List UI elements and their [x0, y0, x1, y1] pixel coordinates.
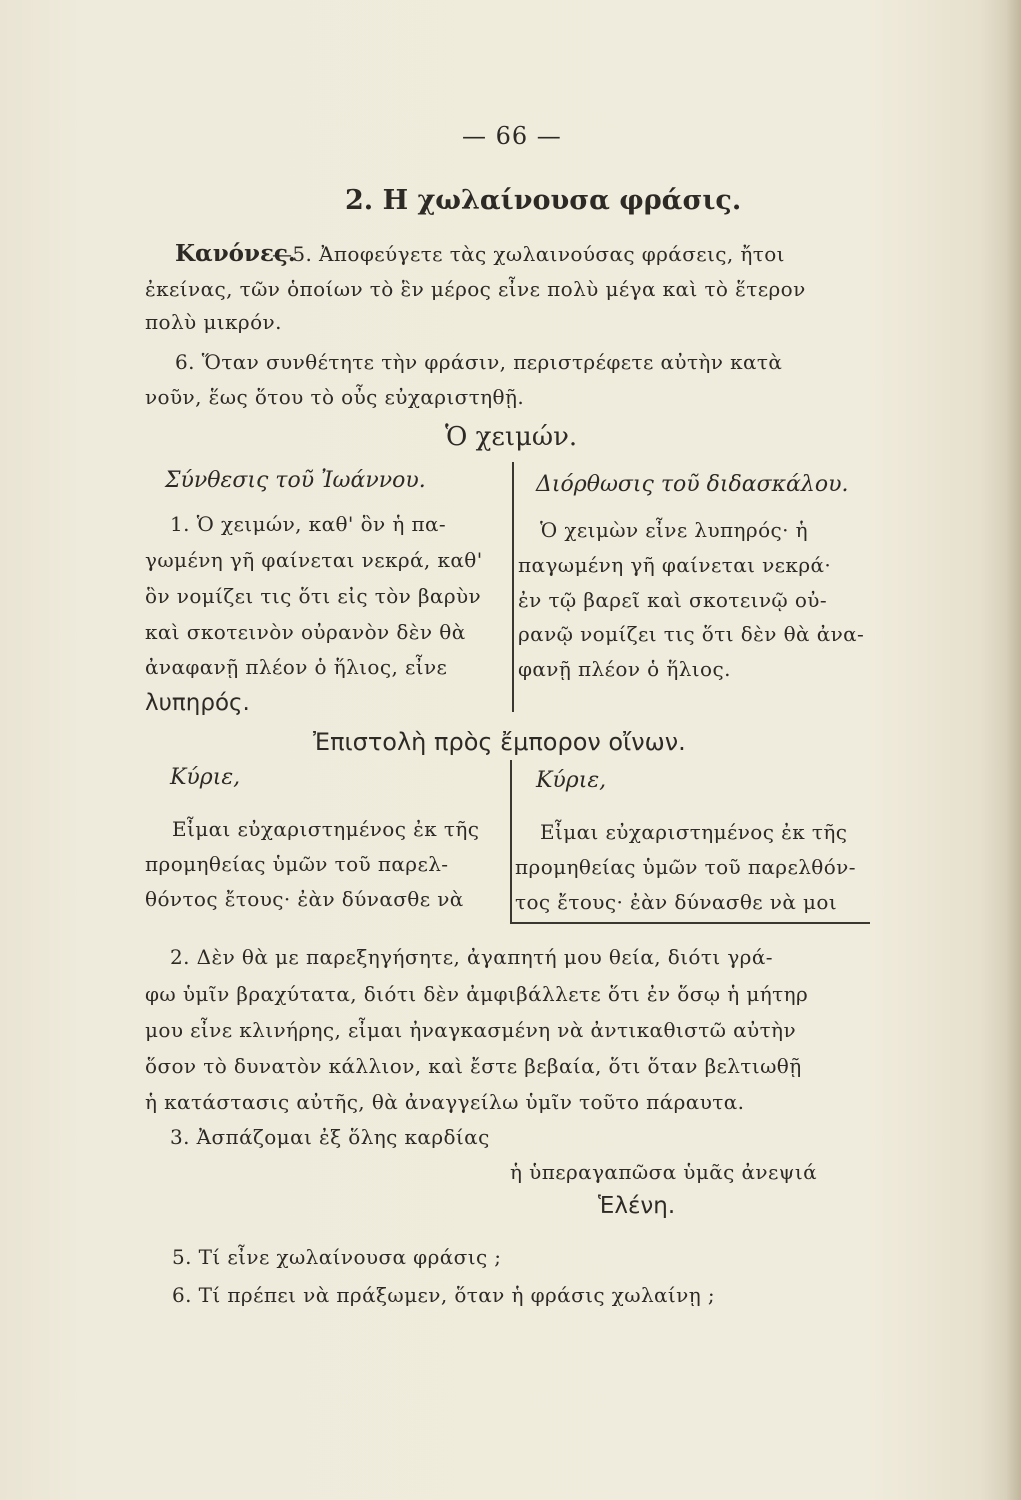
- letter-signature: Ἑλένη.: [598, 1193, 676, 1219]
- rule-5-line-2: ἐκείνας, τῶν ὁποίων τὸ ἓν μέρος εἶνε πολὺ μέγα καὶ τὸ ἕτερον: [145, 277, 806, 301]
- example-2-left-line: θόντος ἔτους· ἐὰν δύνασθε νὰ: [145, 887, 464, 911]
- page-edge: [1007, 0, 1021, 1500]
- column-divider-2: [510, 760, 512, 922]
- question-5: 5. Τί εἶνε χωλαίνουσα φράσις ;: [172, 1245, 502, 1269]
- example-2-right-line: προμηθείας ὑμῶν τοῦ παρελθόν-: [515, 855, 856, 879]
- example-2-right-salutation: Κύριε,: [536, 768, 607, 793]
- example-1-right-line: Ὁ χειμὼν εἶνε λυπηρός· ἡ: [540, 518, 809, 542]
- example-1-title: Ὁ χειμών.: [445, 422, 578, 452]
- example-2-left-line: Εἶμαι εὐχαριστημένος ἐκ τῆς: [172, 817, 480, 841]
- example-2-left-line: προμηθείας ὑμῶν τοῦ παρελ-: [145, 852, 449, 876]
- example-1-right-heading: Διόρθωσις τοῦ διδασκάλου.: [536, 472, 849, 497]
- example-2-right-line: Εἶμαι εὐχαριστημένος ἐκ τῆς: [540, 820, 848, 844]
- example-1-left-line: γωμένη γῆ φαίνεται νεκρά, καθ': [145, 548, 483, 572]
- example-1-right-line: παγωμένη γῆ φαίνεται νεκρά·: [518, 553, 832, 577]
- column-divider-1: [512, 462, 514, 712]
- paragraph-2-line: ὅσον τὸ δυνατὸν κάλλιον, καὶ ἔστε βεβαία, ὅτι ὅταν βελτιωθῇ: [145, 1054, 802, 1078]
- rule-6-line-1: 6. Ὅταν συνθέτητε τὴν φράσιν, περιστρέφετε αὐτὴν κατὰ: [175, 350, 783, 374]
- example-1-left-line: καὶ σκοτεινὸν οὐρανὸν δὲν θὰ: [145, 620, 466, 644]
- paragraph-3: 3. Ἀσπάζομαι ἐξ ὅλης καρδίας: [170, 1125, 490, 1149]
- example-2-right-line: τος ἔτους· ἐὰν δύνασθε νὰ μοι: [515, 890, 838, 914]
- question-6: 6. Τί πρέπει νὰ πράξωμεν, ὅταν ἡ φράσις χωλαίνῃ ;: [172, 1283, 716, 1307]
- paragraph-2-line: μου εἶνε κλινήρης, εἶμαι ἠναγκασμένη νὰ ἀντικαθιστῶ αὐτὴν: [145, 1018, 797, 1042]
- rule-5-line-1: —5. Ἀποφεύγετε τὰς χωλαινούσας φράσεις, ἤτοι: [272, 242, 785, 266]
- paragraph-2-line: 2. Δὲν θὰ με παρεξηγήσητε, ἀγαπητή μου θεία, διότι γρά-: [170, 945, 773, 969]
- rule-5-line-3: πολὺ μικρόν.: [145, 310, 282, 334]
- example-1-left-line: 1. Ὁ χειμών, καθ' ὃν ἡ πα-: [170, 512, 447, 536]
- example-1-left-line: λυπηρός.: [145, 690, 250, 716]
- paragraph-2-line: ἡ κατάστασις αὐτῆς, θὰ ἀναγγείλω ὑμῖν τοῦτο πάραυτα.: [145, 1090, 745, 1114]
- example-1-left-line: ὃν νομίζει τις ὅτι εἰς τὸν βαρὺν: [145, 584, 482, 608]
- example-1-right-line: ρανῷ νομίζει τις ὅτι δὲν θὰ ἀνα-: [518, 622, 865, 646]
- example-1-right-line: ἐν τῷ βαρεῖ καὶ σκοτεινῷ οὐ-: [518, 588, 828, 612]
- rule-6-line-2: νοῦν, ἕως ὅτου τὸ οὖς εὐχαριστηθῇ.: [145, 385, 525, 409]
- example-1-left-heading: Σύνθεσις τοῦ Ἰωάννου.: [165, 468, 426, 493]
- example-1-right-line: φανῇ πλέον ὁ ἥλιος.: [518, 657, 731, 681]
- example-2-left-salutation: Κύριε,: [170, 765, 241, 790]
- example-2-title: Ἐπιστολὴ πρὸς ἔμπορον οἴνων.: [313, 728, 686, 756]
- paragraph-2-line: φω ὑμῖν βραχύτατα, διότι δὲν ἀμφιβάλλετε ὅτι ἐν ὅσῳ ἡ μήτηρ: [145, 982, 809, 1006]
- example-1-left-line: ἀναφανῇ πλέον ὁ ἥλιος, εἶνε: [145, 655, 448, 679]
- section-heading: 2. Η χωλαίνουσα φράσις.: [345, 185, 742, 216]
- page-number: — 66 —: [462, 122, 562, 150]
- rules-label: Κανόνες.: [175, 240, 296, 267]
- letter-closing: ἡ ὑπεραγαπῶσα ὑμᾶς ἀνεψιά: [510, 1160, 817, 1184]
- closing-rule: [510, 922, 870, 924]
